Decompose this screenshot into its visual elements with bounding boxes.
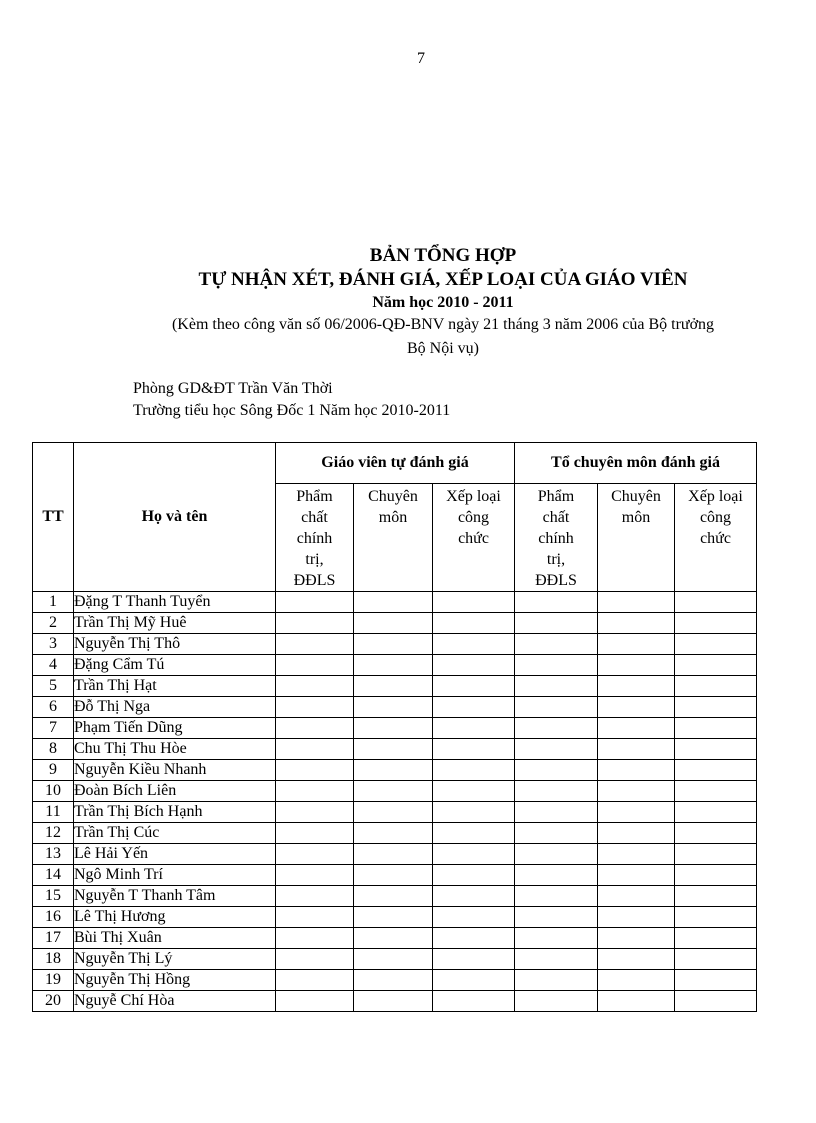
evaluation-cell[interactable] (433, 844, 515, 865)
evaluation-cell[interactable] (433, 613, 515, 634)
evaluation-cell[interactable] (598, 634, 675, 655)
teacher-name: Đặng T Thanh Tuyển (74, 592, 276, 613)
evaluation-cell[interactable] (276, 655, 354, 676)
subheader-line: môn (621, 509, 651, 526)
evaluation-cell[interactable] (598, 823, 675, 844)
evaluation-cell[interactable] (433, 739, 515, 760)
evaluation-cell[interactable] (598, 655, 675, 676)
table-row (33, 781, 757, 802)
teacher-name: Ngô Minh Trí (74, 865, 276, 886)
evaluation-cell[interactable] (276, 592, 354, 613)
evaluation-cell[interactable] (276, 634, 354, 655)
subheader-line: công (457, 509, 490, 526)
evaluation-cell[interactable] (354, 781, 433, 802)
row-number: 20 (33, 991, 74, 1012)
school-year: Năm học 2010 - 2011 (372, 294, 514, 311)
evaluation-cell[interactable] (515, 718, 598, 739)
evaluation-cell[interactable] (598, 991, 675, 1012)
evaluation-cell[interactable] (433, 865, 515, 886)
evaluation-cell[interactable] (354, 592, 433, 613)
evaluation-cell[interactable] (354, 760, 433, 781)
teacher-name: Đặng Cẩm Tú (74, 655, 276, 676)
table-row (33, 802, 757, 823)
document-subtitle: TỰ NHẬN XÉT, ĐÁNH GIÁ, XẾP LOẠI CỦA GIÁO VIÊN (198, 269, 688, 290)
subheader-expertise (354, 484, 433, 592)
evaluation-cell[interactable] (675, 907, 757, 928)
table-row (33, 718, 757, 739)
evaluation-cell[interactable] (675, 634, 757, 655)
evaluation-cell[interactable] (675, 676, 757, 697)
subheader-line: môn (378, 509, 408, 526)
evaluation-cell[interactable] (276, 991, 354, 1012)
teacher-name: Phạm Tiến Dũng (74, 718, 276, 739)
evaluation-cell[interactable] (675, 613, 757, 634)
table-row (33, 655, 757, 676)
row-number: 5 (33, 676, 74, 697)
evaluation-cell[interactable] (354, 613, 433, 634)
evaluation-cell[interactable] (433, 676, 515, 697)
evaluation-cell[interactable] (354, 823, 433, 844)
evaluation-cell[interactable] (598, 802, 675, 823)
row-number: 12 (33, 823, 74, 844)
evaluation-cell[interactable] (276, 781, 354, 802)
reference-note-line2: Bộ Nội vụ) (407, 340, 479, 357)
evaluation-cell[interactable] (276, 697, 354, 718)
subheader-line: chính (296, 530, 333, 547)
evaluation-cell[interactable] (675, 865, 757, 886)
evaluation-cell[interactable] (515, 886, 598, 907)
table-row (33, 613, 757, 634)
evaluation-cell[interactable] (675, 760, 757, 781)
evaluation-cell[interactable] (598, 865, 675, 886)
evaluation-cell[interactable] (515, 655, 598, 676)
evaluation-cell[interactable] (675, 928, 757, 949)
table-row (33, 991, 757, 1012)
subheader-line: chất (301, 509, 328, 526)
row-number: 7 (33, 718, 74, 739)
evaluation-cell[interactable] (354, 697, 433, 718)
subheader-line: chính (538, 530, 574, 547)
teacher-name: Trần Thị Hạt (74, 676, 276, 697)
teacher-name: Lê Thị Hương (74, 907, 276, 928)
evaluation-cell[interactable] (276, 718, 354, 739)
evaluation-cell[interactable] (675, 697, 757, 718)
evaluation-cell[interactable] (598, 613, 675, 634)
subheader-line: Phẩm (296, 488, 333, 505)
evaluation-cell[interactable] (515, 739, 598, 760)
evaluation-cell[interactable] (276, 907, 354, 928)
row-number: 8 (33, 739, 74, 760)
evaluation-cell[interactable] (354, 991, 433, 1012)
evaluation-cell[interactable] (598, 886, 675, 907)
table-row (33, 865, 757, 886)
teacher-name: Trần Thị Cúc (74, 823, 276, 844)
evaluation-cell[interactable] (675, 991, 757, 1012)
table-row (33, 907, 757, 928)
row-number: 15 (33, 886, 74, 907)
column-header-tt: TT (33, 443, 74, 592)
row-number: 19 (33, 970, 74, 991)
teacher-name: Nguyễ Chí Hòa (74, 991, 276, 1012)
evaluation-cell[interactable] (354, 907, 433, 928)
evaluation-cell[interactable] (515, 592, 598, 613)
teacher-name: Đoàn Bích Liên (74, 781, 276, 802)
evaluation-cell[interactable] (433, 823, 515, 844)
evaluation-cell[interactable] (598, 697, 675, 718)
subheader-line: Chuyên (611, 488, 661, 505)
evaluation-cell[interactable] (276, 739, 354, 760)
subheader-line: Xếp loại (688, 488, 743, 505)
subheader-political-quality (276, 484, 354, 592)
teacher-name: Chu Thị Thu Hòe (74, 739, 276, 760)
teacher-name: Nguyễn T Thanh Tâm (74, 886, 276, 907)
evaluation-cell[interactable] (598, 970, 675, 991)
subheader-line: ĐĐLS (293, 572, 336, 589)
evaluation-cell[interactable] (515, 781, 598, 802)
evaluation-cell[interactable] (598, 781, 675, 802)
evaluation-cell[interactable] (433, 697, 515, 718)
row-number: 10 (33, 781, 74, 802)
evaluation-cell[interactable] (515, 823, 598, 844)
evaluation-cell[interactable] (276, 760, 354, 781)
table-row (33, 844, 757, 865)
row-number: 2 (33, 613, 74, 634)
evaluation-cell[interactable] (675, 886, 757, 907)
evaluation-cell[interactable] (276, 844, 354, 865)
table-row (33, 634, 757, 655)
evaluation-cell[interactable] (433, 970, 515, 991)
subheader-civil-servant-rank (433, 484, 515, 592)
row-number: 18 (33, 949, 74, 970)
evaluation-cell[interactable] (515, 613, 598, 634)
evaluation-cell[interactable] (598, 844, 675, 865)
department-name: Phòng GD&ĐT Trần Văn Thời (133, 380, 333, 397)
row-number: 11 (33, 802, 74, 823)
evaluation-cell[interactable] (675, 844, 757, 865)
table-row (33, 949, 757, 970)
evaluation-cell[interactable] (354, 718, 433, 739)
subheader-line: trị, (305, 551, 324, 568)
evaluation-cell[interactable] (433, 718, 515, 739)
subheader-line: Chuyên (368, 488, 418, 505)
evaluation-cell[interactable] (598, 907, 675, 928)
row-number: 4 (33, 655, 74, 676)
evaluation-cell[interactable] (276, 676, 354, 697)
subheader-line: chức (700, 530, 731, 547)
table-row (33, 886, 757, 907)
evaluation-cell[interactable] (276, 928, 354, 949)
evaluation-cell[interactable] (276, 886, 354, 907)
evaluation-cell[interactable] (515, 697, 598, 718)
evaluation-cell[interactable] (675, 949, 757, 970)
table-row (33, 592, 757, 613)
subheader-political-quality (515, 484, 598, 592)
subheader-line: công (699, 509, 732, 526)
table-row (33, 970, 757, 991)
row-number: 3 (33, 634, 74, 655)
evaluation-cell[interactable] (354, 802, 433, 823)
evaluation-cell[interactable] (433, 655, 515, 676)
evaluation-cell[interactable] (598, 592, 675, 613)
evaluation-cell[interactable] (354, 739, 433, 760)
row-number: 6 (33, 697, 74, 718)
table-row (33, 739, 757, 760)
teacher-name: Nguyễn Thị Thô (74, 634, 276, 655)
subheader-expertise (598, 484, 675, 592)
evaluation-cell[interactable] (276, 949, 354, 970)
teacher-name: Trần Thị Bích Hạnh (74, 802, 276, 823)
subheader-line: Xếp loại (446, 488, 501, 505)
evaluation-cell[interactable] (515, 760, 598, 781)
evaluation-cell[interactable] (354, 970, 433, 991)
evaluation-cell[interactable] (276, 970, 354, 991)
evaluation-cell[interactable] (433, 928, 515, 949)
evaluation-cell[interactable] (433, 592, 515, 613)
document-title: BẢN TỔNG HỢP (369, 245, 517, 266)
evaluation-cell[interactable] (598, 760, 675, 781)
row-number: 17 (33, 928, 74, 949)
evaluation-cell[interactable] (515, 928, 598, 949)
evaluation-cell[interactable] (515, 802, 598, 823)
evaluation-cell[interactable] (598, 739, 675, 760)
evaluation-cell[interactable] (354, 865, 433, 886)
teacher-name: Bùi Thị Xuân (74, 928, 276, 949)
evaluation-cell[interactable] (354, 949, 433, 970)
row-number: 1 (33, 592, 74, 613)
evaluation-table (32, 442, 757, 1012)
evaluation-cell[interactable] (598, 676, 675, 697)
row-number: 13 (33, 844, 74, 865)
subheader-line: chức (458, 530, 489, 547)
evaluation-cell[interactable] (515, 865, 598, 886)
evaluation-cell[interactable] (354, 634, 433, 655)
evaluation-cell[interactable] (675, 655, 757, 676)
subheader-civil-servant-rank (675, 484, 757, 592)
evaluation-cell[interactable] (675, 802, 757, 823)
table-row (33, 823, 757, 844)
evaluation-cell[interactable] (675, 739, 757, 760)
evaluation-cell[interactable] (515, 949, 598, 970)
evaluation-cell[interactable] (433, 802, 515, 823)
evaluation-cell[interactable] (276, 613, 354, 634)
row-number: 14 (33, 865, 74, 886)
school-name: Trường tiểu học Sông Đốc 1 Năm học 2010-2011 (133, 402, 451, 419)
evaluation-cell[interactable] (598, 718, 675, 739)
evaluation-cell[interactable] (433, 949, 515, 970)
teacher-name: Nguyễn Thị Lý (74, 949, 276, 970)
subheader-line: ĐĐLS (535, 572, 577, 589)
page-number: 7 (417, 50, 425, 67)
table-row (33, 676, 757, 697)
row-number: 9 (33, 760, 74, 781)
evaluation-cell[interactable] (433, 991, 515, 1012)
column-header-name: Họ và tên (74, 443, 276, 592)
evaluation-cell[interactable] (276, 865, 354, 886)
evaluation-cell[interactable] (354, 844, 433, 865)
subheader-line: Phẩm (537, 488, 575, 505)
evaluation-cell[interactable] (433, 907, 515, 928)
evaluation-cell[interactable] (675, 823, 757, 844)
evaluation-cell[interactable] (675, 592, 757, 613)
evaluation-cell[interactable] (675, 781, 757, 802)
evaluation-cell[interactable] (276, 802, 354, 823)
evaluation-cell[interactable] (515, 907, 598, 928)
teacher-name: Đỗ Thị Nga (74, 697, 276, 718)
evaluation-cell[interactable] (276, 823, 354, 844)
evaluation-cell[interactable] (515, 991, 598, 1012)
evaluation-cell[interactable] (515, 634, 598, 655)
teacher-name: Lê Hải Yến (74, 844, 276, 865)
reference-note-line1: (Kèm theo công văn số 06/2006-QĐ-BNV ngày 21 tháng 3 năm 2006 của Bộ trưởng (171, 316, 715, 333)
row-number: 16 (33, 907, 74, 928)
group-header-self-evaluation: Giáo viên tự đánh giá (276, 443, 515, 484)
evaluation-cell[interactable] (433, 760, 515, 781)
group-header-team-evaluation: Tổ chuyên môn đánh giá (515, 443, 757, 484)
evaluation-cell[interactable] (354, 886, 433, 907)
evaluation-cell[interactable] (515, 970, 598, 991)
evaluation-cell[interactable] (598, 928, 675, 949)
evaluation-cell[interactable] (433, 781, 515, 802)
evaluation-cell[interactable] (433, 886, 515, 907)
evaluation-cell[interactable] (354, 676, 433, 697)
subheader-line: trị, (546, 551, 566, 568)
evaluation-cell[interactable] (354, 928, 433, 949)
evaluation-cell[interactable] (354, 655, 433, 676)
subheader-line: chất (542, 509, 570, 526)
table-row (33, 697, 757, 718)
evaluation-cell[interactable] (515, 676, 598, 697)
evaluation-cell[interactable] (675, 718, 757, 739)
teacher-name: Nguyễn Kiều Nhanh (74, 760, 276, 781)
evaluation-cell[interactable] (515, 844, 598, 865)
evaluation-cell[interactable] (433, 634, 515, 655)
evaluation-cell[interactable] (675, 970, 757, 991)
table-row (33, 760, 757, 781)
teacher-name: Nguyễn Thị Hồng (74, 970, 276, 991)
evaluation-cell[interactable] (598, 949, 675, 970)
table-row (33, 928, 757, 949)
teacher-name: Trần Thị Mỹ Huê (74, 613, 276, 634)
